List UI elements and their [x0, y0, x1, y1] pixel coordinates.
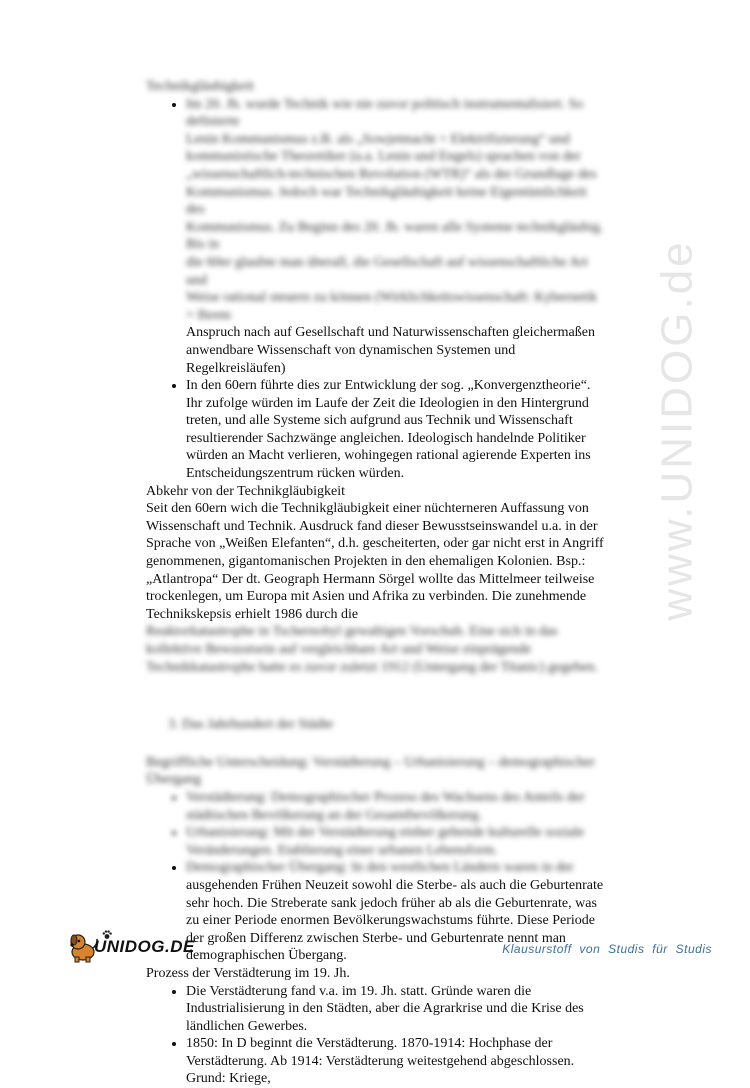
list-item: • Urbanisierung: Mit der Verstädterung einher gehende kulturelle soziale Veränderungen. Etablierung einer urbanen Lebensform.	[186, 824, 606, 859]
text-line: „wissenschaftlich-technischen Revolution (WTR)“ als der Grundlage des	[186, 166, 606, 184]
footer-tagline: Klausurstoff von Studis für Studis	[502, 942, 712, 956]
bullet-list-3	[146, 789, 606, 965]
text-line: kommunistische Theoretiker (u.a. Lenin und Engels) sprachen von der	[186, 148, 606, 166]
document-body	[146, 78, 606, 1088]
section-heading-prozess: Prozess der Verstädterung im 19. Jh.	[146, 965, 606, 983]
numbered-heading: 3. Das Jahrhundert der Städte	[146, 716, 606, 734]
section-heading-abkehr: Abkehr von der Technikgläubigkeit	[146, 483, 606, 501]
blurred-text-block	[186, 96, 606, 325]
list-item	[186, 96, 606, 378]
text-line: anwendbare Wissenschaft von dynamischen Systemen und Regelkreisläufen)	[186, 342, 606, 377]
spacer	[146, 676, 606, 716]
list-item: • Verstädterung: Demographischer Prozess des Wachsens des Anteils der städtischen Bevölkerung an der Gesamtbevölkerung.	[186, 789, 606, 824]
text-line: Kommunismus. Jedoch war Technikgläubigkeit keine Eigentümlichkeit des	[186, 184, 606, 219]
paragraph-blurred: Reaktorkatastrophe in Tschernobyl gewaltigen Vorschub. Eine sich in das kollektive Bewusstsein auf vergleichbare Art und Weise einprägende Technikkatastrophe hatte es zuvor zuletzt 1912 (Untergang der Titanic) gegeben.	[146, 623, 606, 676]
watermark	[638, 150, 718, 710]
unidog-logo	[66, 930, 186, 964]
bullet-list-4	[146, 983, 606, 1088]
spacer	[146, 734, 606, 754]
text-line: Kommunismus. Zu Beginn des 20. Jh. waren alle Systeme technikgläubig. Bis in	[186, 219, 606, 254]
text-line: • Demographischer Übergang: In den westlichen Ländern waren in der	[186, 859, 606, 877]
subheading: Begriffliche Unterscheidung: Verstädterung – Urbanisierung – demographischer Übergang	[146, 754, 606, 789]
text-block: ausgehenden Frühen Neuzeit sowohl die Sterbe- als auch die Geburtenrate sehr hoch. Die Streberate sank jedoch früher ab als die Geburtenrate, was zu einer Periode enormen Bevölkerungswachstums führte. Diese Periode der großen Differenz zwischen Sterbe- und Geburtenrate nennt man demographischen Übergang.	[186, 877, 606, 965]
paragraph: Seit den 60ern wich die Technikgläubigkeit einer nüchterneren Auffassung von Wissenschaft und Technik. Ausdruck fand dieser Bewusstseinswandel u.a. in der Sprache von „Weißen Elefanten“, d.h. gescheiterten, oder gar nicht erst in Angriff genommenen, gigantomanischen Projekten in den ehemaligen Kolonien. Bsp.: „Atlantropa“ Der dt. Geograph Hermann Sörgel wollte das Mittelmeer teilweise trockenlegen, um Europa mit Asien und Afrika zu verbinden. Die zunehmende Technikskepsis erhielt 1986 durch die	[146, 500, 606, 623]
list-item: • Die Verstädterung fand v.a. im 19. Jh. statt. Gründe waren die Industrialisierung in den Städten, aber die Agrarkrise und die Krise des ländlichen Gewerbes.	[186, 983, 606, 1036]
watermark-text: www.UNIDOG.de	[653, 239, 703, 620]
text-line: • Im 20. Jh. wurde Technik wie nie zuvor politisch instrumentalisiert. So definierte	[186, 96, 606, 131]
text-line: Lenin Kommunismus z.B. als „Sowjetmacht + Elektrifizierung“ und	[186, 131, 606, 149]
section-heading-technikglaeubigkeit: Technikgläubigkeit	[146, 78, 606, 96]
list-item: • In den 60ern führte dies zur Entwicklung der sog. „Konvergenztheorie“. Ihr zufolge würden im Laufe der Zeit die Ideologien in den Hintergrund treten, und alle Systeme sich aufgrund aus Technik und Wissenschaft resultierender Sachzwänge angleichen. Ideologisch handelnde Politiker würden an Macht verlieren, wohingegen rational agierende Experten ins Entscheidungszentrum rücken würden.	[186, 377, 606, 483]
text-line: Anspruch nach auf Gesellschaft und Naturwissenschaften gleichermaßen	[186, 324, 606, 342]
bullet-list-1	[146, 96, 606, 483]
text-line: Weise rational steuern zu können (Wirklichkeitswissenschaft: Kybernetik = Ihrem	[186, 289, 606, 324]
logo-text: UNIDOG.DE	[94, 937, 195, 957]
text-line: die 60er glaubte man überall, die Gesellschaft auf wissenschaftliche Art und	[186, 254, 606, 289]
list-item: • 1850: In D beginnt die Verstädterung. 1870-1914: Hochphase der Verstädterung. Ab 1914: Verstädterung weitestgehend abgeschlossen. Grund: Kriege,	[186, 1035, 606, 1088]
